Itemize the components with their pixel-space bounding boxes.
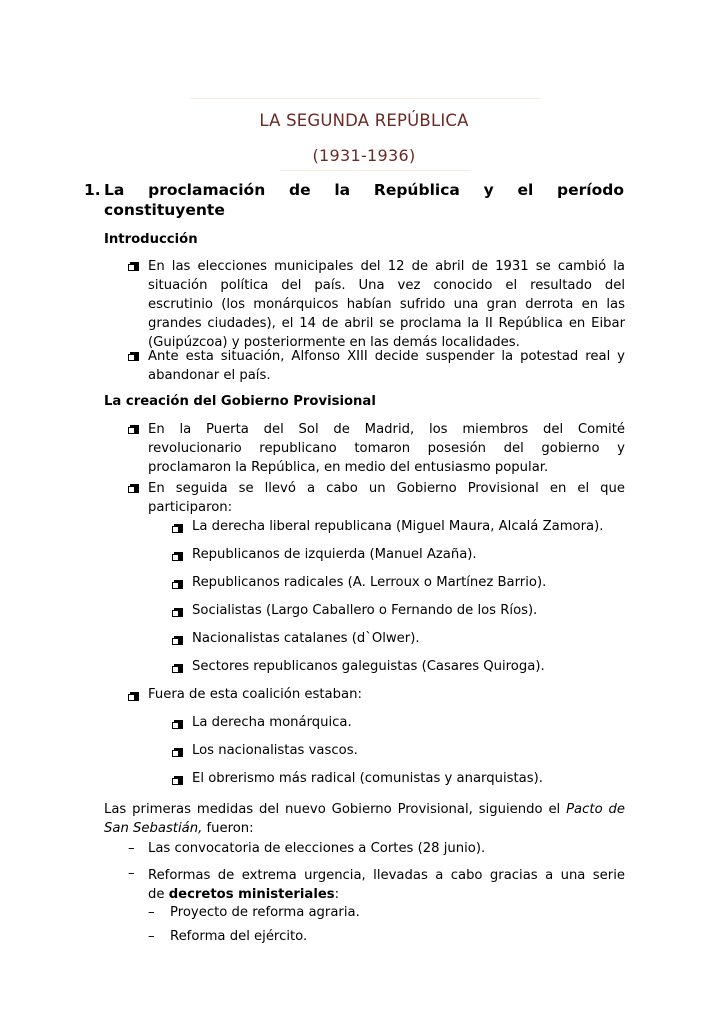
text-line: Reformas de extrema urgencia, llevadas a cabo gracias a una serie [148,868,625,883]
square-bullet-icon [172,776,183,787]
heading-line-1 [104,181,624,199]
square-bullet-icon [172,748,183,759]
heading-number: 1. [84,181,101,199]
text-line: revolucionario republicano tomaron posesión del gobierno y [148,441,625,456]
dash-bullet-icon: – [128,841,135,856]
outside-item: El obrerismo más radical (comunistas y anarquistas). [192,771,543,786]
heading-word: la [334,181,351,199]
outside-item: Los nacionalistas vascos. [192,743,358,758]
bold-span: decretos ministeriales [168,887,335,902]
text-line: En la Puerta del Sol de Madrid, los miembros del Comité [148,422,625,437]
participant-item: Republicanos de izquierda (Manuel Azaña). [192,547,477,562]
text-line [104,800,625,819]
intro-bullet-1 [148,257,625,352]
text-line: proclamaron la República, en medio del entusiasmo popular. [148,460,549,475]
heading-word: La [104,181,125,199]
title-bottom-rule [280,170,470,171]
text-line: En las elecciones municipales del 12 de abril de 1931 se cambió la [148,259,625,274]
square-bullet-icon [128,484,139,495]
text-line [104,819,625,838]
outside-item: La derecha monárquica. [192,715,352,730]
italic-span: San Sebastián, [104,821,203,836]
participant-item: Nacionalistas catalanes (d`Olwer). [192,631,420,646]
text-line: (Guipúzcoa) y posteriormente en las demás localidades. [148,335,520,350]
sub-measure-item: Proyecto de reforma agraria. [170,905,360,920]
square-bullet-icon [128,692,139,703]
document-title: LA SEGUNDA REPÚBLICA [259,111,469,130]
dash-bullet-icon: – [128,866,135,881]
square-bullet-icon [172,524,183,535]
text-line: abandonar el país. [148,368,271,383]
measures-intro [104,800,625,838]
text-span: Las primeras medidas del nuevo Gobierno Provisional, siguiendo el [104,802,567,817]
measure-item-2 [148,866,625,904]
square-bullet-icon [172,636,183,647]
text-line: participaron: [148,500,233,515]
measure-item: Las convocatoria de elecciones a Cortes (28 junio). [148,841,486,856]
square-bullet-icon [128,425,139,436]
italic-span: Pacto de [566,802,625,817]
participant-item: Socialistas (Largo Caballero o Fernando de los Ríos). [192,603,538,618]
text-line [148,885,625,904]
intro-bullet-2 [148,347,625,385]
text-line: escrutinio (los monárquicos habían sufrido una gran derrota en las [148,297,625,312]
heading-word: el [517,181,534,199]
dash-bullet-icon: – [148,905,155,920]
square-bullet-icon [172,608,183,619]
heading-word: República [373,181,460,199]
text-span: fueron: [202,821,254,836]
text-span: de [148,887,169,902]
gov-bullet-2 [148,479,625,517]
heading-line-2: constituyente [104,201,225,219]
gov-bullet-3: Fuera de esta coalición estaban: [148,687,362,702]
square-bullet-icon [172,720,183,731]
heading-word: de [289,181,311,199]
text-line: En seguida se llevó a cabo un Gobierno Provisional en el que [148,481,625,496]
square-bullet-icon [128,352,139,363]
text-line: grandes ciudades), el 14 de abril se proclama la II República en Eibar [148,316,625,331]
participant-item: Republicanos radicales (A. Lerroux o Martínez Barrio). [192,575,547,590]
sub-measure-item: Reforma del ejército. [170,929,308,944]
square-bullet-icon [172,580,183,591]
heading-word: proclamación [148,181,266,199]
title-top-rule [190,98,540,99]
square-bullet-icon [128,262,139,273]
participant-item: Sectores republicanos galeguistas (Casares Quiroga). [192,659,545,674]
square-bullet-icon [172,552,183,563]
gov-bullet-1 [148,420,625,477]
section-heading-introduccion: Introducción [104,232,198,247]
text-line: Ante esta situación, Alfonso XIII decide suspender la potestad real y [148,349,625,364]
dash-bullet-icon: – [148,929,155,944]
heading-word: período [557,181,624,199]
text-span: : [334,887,340,902]
section-heading-gobierno: La creación del Gobierno Provisional [104,394,376,409]
participant-item: La derecha liberal republicana (Miguel Maura, Alcalá Zamora). [192,519,604,534]
document-subtitle: (1931-1936) [312,146,416,165]
heading-word: y [483,181,494,199]
square-bullet-icon [172,664,183,675]
text-line: situación política del país. Una vez conocido el resultado del [148,278,625,293]
